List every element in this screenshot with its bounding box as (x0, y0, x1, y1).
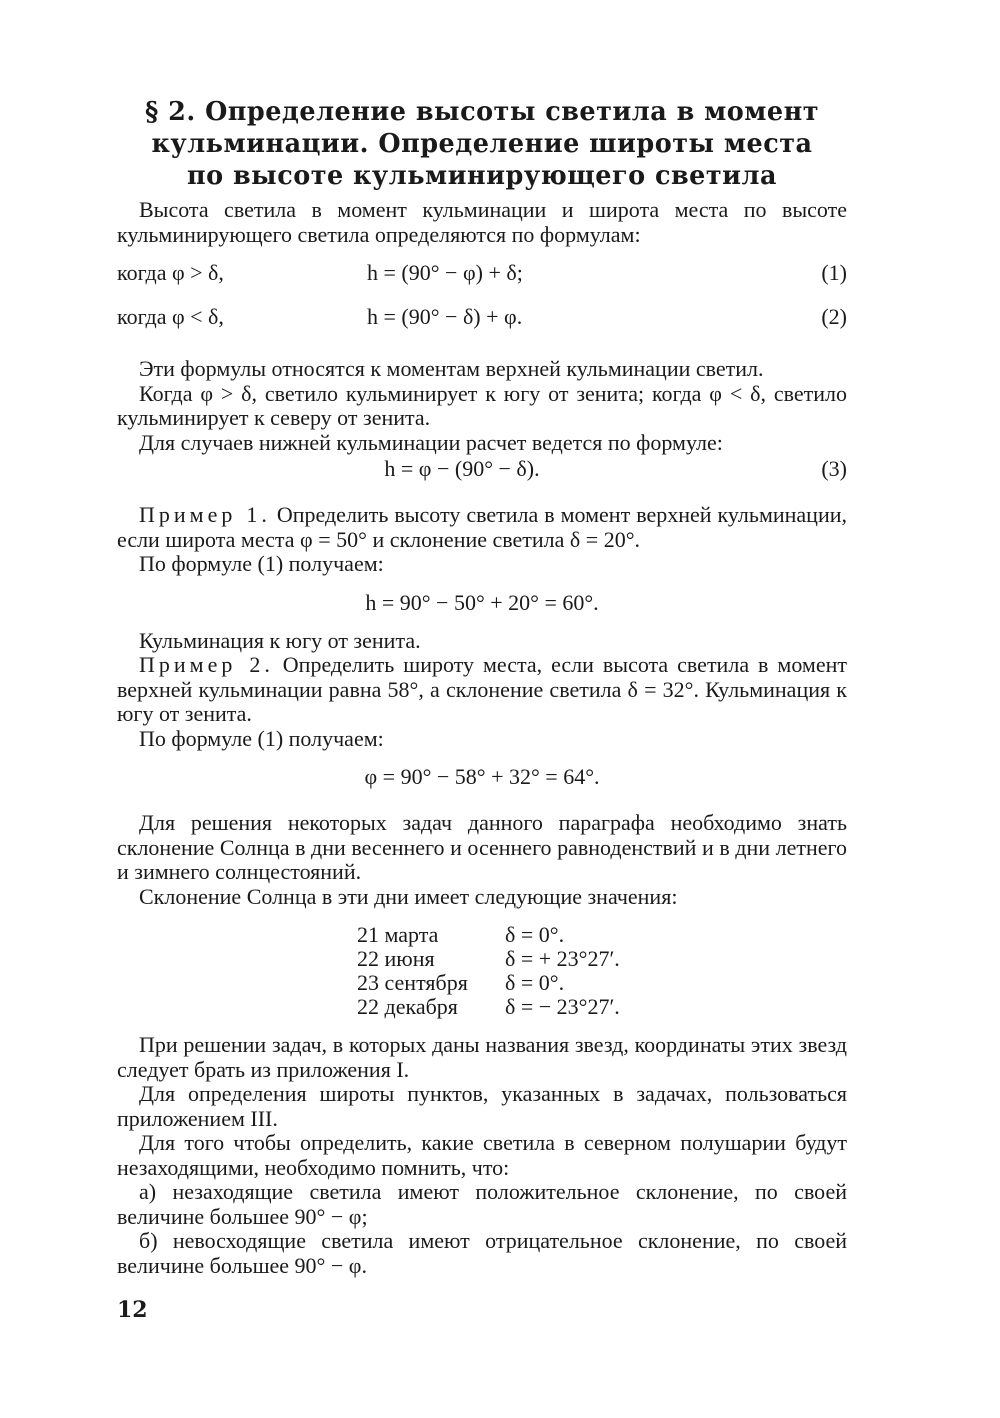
paragraph: Для того чтобы определить, какие светила в северном полушарии будут незаходящими, необходимо помнить, что: (117, 1130, 847, 1180)
paragraph: Когда φ > δ, светило кульминирует к югу от зенита; когда φ < δ, светило кульминирует к северу от зенита. (117, 380, 847, 430)
formula-expression: h = φ − (90° − δ). (384, 456, 540, 481)
example-1-by-formula: По формуле (1) получаем: (139, 551, 384, 576)
declination-row (357, 971, 847, 995)
paragraph: Для определения широты пунктов, указанных в задачах, пользоваться приложением III. (117, 1081, 847, 1131)
paragraph: Склонение Солнца в эти дни имеет следующие значения: (139, 883, 678, 909)
example-text: Определить высоту светила в момент верхней кульминации, если широта места φ = 50° и склонение светила δ = 20°. (117, 502, 848, 552)
page-number: 12 (117, 1297, 148, 1323)
example-2-by-formula: По формуле (1) получаем: (139, 725, 384, 751)
list-item-b: б) невосходящие светила имеют отрицательное склонение, по своей величине большее 90° − φ. (117, 1228, 847, 1278)
formula-number: (1) (821, 260, 847, 285)
formula-number: (2) (821, 304, 847, 329)
formula-expression: h = (90° − δ) + φ. (367, 304, 523, 329)
sun-declination-table (357, 923, 847, 1019)
paragraph: Для случаев нижней кульминации расчет ведется по формуле: (139, 429, 723, 455)
declination-value: δ = 0°. (505, 922, 565, 947)
declination-date: 21 марта (357, 922, 439, 947)
declination-date: 22 июня (357, 946, 435, 971)
formula-condition: когда φ > δ, (117, 260, 224, 285)
declination-date: 22 декабря (357, 994, 458, 1019)
example-label: Пример 1. (139, 502, 271, 527)
calculation-expression: φ = 90° − 58° + 32° = 64°. (364, 764, 600, 789)
formula-1 (117, 261, 847, 305)
section-title-line: кульминации. Определение широты места (151, 129, 813, 159)
example-2 (117, 653, 847, 727)
declination-value: δ = − 23°27′. (505, 994, 620, 1019)
example-1-calculation (117, 591, 847, 615)
formula-condition: когда φ < δ, (117, 304, 224, 329)
formula-2 (117, 305, 847, 349)
paragraph: При решении задач, в которых даны названия звезд, координаты этих звезд следует брать из приложения I. (117, 1032, 847, 1082)
declination-value: δ = + 23°27′. (505, 946, 620, 971)
formula-number: (3) (821, 456, 847, 481)
example-label: Пример 2. (139, 652, 274, 677)
declination-date: 23 сентября (357, 970, 468, 995)
example-1 (117, 503, 847, 552)
declination-row (357, 995, 847, 1019)
paragraph: Эти формулы относятся к моментам верхней кульминации светил. (139, 356, 764, 381)
example-2-calculation (117, 765, 847, 789)
declination-row (357, 947, 847, 971)
example-1-conclusion: Кульминация к югу от зенита. (139, 627, 421, 653)
formula-3 (117, 457, 847, 481)
formula-expression: h = (90° − φ) + δ; (367, 260, 523, 285)
declination-value: δ = 0°. (505, 970, 565, 995)
example-text: Определить широту места, если высота светила в момент верхней кульминации равна 58°, а склонение светила δ = 32°. Кульминация к югу от зенита. (117, 652, 847, 726)
list-item-a: а) незаходящие светила имеют положительное склонение, по своей величине большее 90° − φ; (117, 1179, 847, 1229)
document-page (117, 96, 847, 1278)
section-title-line: § 2. Определение высоты светила в момент (144, 97, 820, 127)
section-title (124, 96, 839, 192)
section-title-line: по высоте кульминирующего светила (187, 161, 777, 191)
paragraph: Для решения некоторых задач данного параграфа необходимо знать склонение Солнца в дни весеннего и осеннего равноденствий и в дни летнего и зимнего солнцестояний. (117, 810, 847, 884)
declination-row (357, 923, 847, 947)
calculation-expression: h = 90° − 50° + 20° = 60°. (365, 589, 599, 615)
intro-paragraph: Высота светила в момент кульминации и широта места по высоте кульминирующего светила определяются по формулам: (117, 197, 847, 247)
